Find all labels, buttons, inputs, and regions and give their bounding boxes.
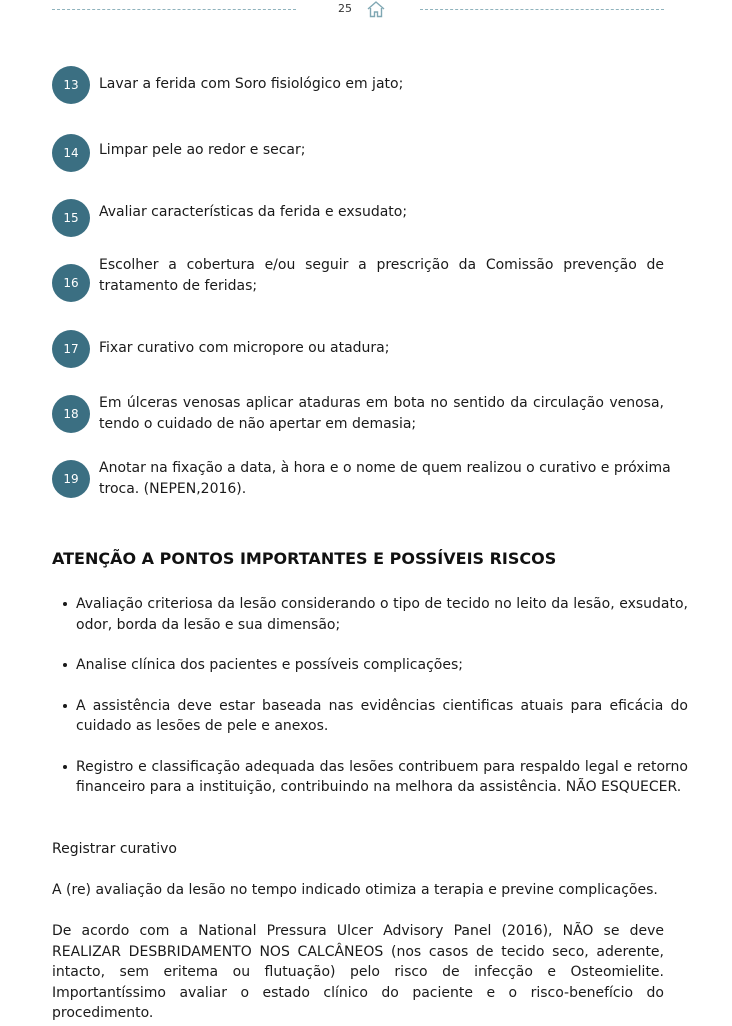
page-number: 25	[338, 2, 352, 15]
bullet-item: Analise clínica dos pacientes e possíveis complicações;	[76, 655, 688, 676]
bullet-item: Registro e classificação adequada das lesões contribuem para respaldo legal e retorno financeiro para a instituição, contribuindo na melhora da assistência. NÃO ESQUECER.	[76, 757, 688, 798]
step-13	[52, 66, 684, 104]
header-rule-left	[52, 9, 296, 10]
home-icon[interactable]	[366, 0, 386, 22]
step-17	[52, 330, 684, 368]
step-number-badge: 13	[52, 66, 90, 104]
step-number-badge: 18	[52, 395, 90, 433]
step-text: Em úlceras venosas aplicar ataduras em bota no sentido da circulação venosa, tendo o cuidado de não apertar em demasia;	[99, 395, 664, 432]
step-19	[52, 458, 684, 508]
step-15	[52, 199, 684, 237]
step-text: Avaliar características da ferida e exsudato;	[99, 204, 408, 220]
bullet-item: Avaliação criteriosa da lesão considerando o tipo de tecido no leito da lesão, exsudato, odor, borda da lesão e sua dimensão;	[76, 594, 688, 635]
step-number-badge: 17	[52, 330, 90, 368]
bullet-item: A assistência deve estar baseada nas evidências cientificas atuais para eficácia do cuidado as lesões de pele e anexos.	[76, 696, 688, 737]
step-text: Fixar curativo com micropore ou atadura;	[99, 340, 390, 356]
step-number-badge: 19	[52, 460, 90, 498]
step-number-badge: 14	[52, 134, 90, 172]
step-text: Anotar na fixação a data, à hora e o nome de quem realizou o curativo e próxima troca. (NEPEN,2016).	[99, 460, 671, 497]
paragraph-npuap: De acordo com a National Pressura Ulcer Advisory Panel (2016), NÃO se deve REALIZAR DESBRIDAMENTO NOS CALCÂNEOS (nos casos de tecido seco, aderente, intacto, sem eritema ou flutuação) pelo risco de infecção e Osteomielite. Importantíssimo avaliar o estado clínico do paciente e o risco-benefício do procedimento.	[52, 923, 664, 1021]
step-text: Escolher a cobertura e/ou seguir a prescrição da Comissão prevenção de tratamento de feridas;	[99, 257, 664, 294]
step-14	[52, 134, 684, 172]
step-text: Lavar a ferida com Soro fisiológico em jato;	[99, 76, 404, 92]
step-text: Limpar pele ao redor e secar;	[99, 142, 306, 158]
step-16	[52, 254, 684, 304]
step-18	[52, 392, 684, 442]
paragraph-reavaliacao: A (re) avaliação da lesão no tempo indicado otimiza a terapia e previne complicações.	[52, 882, 658, 898]
step-number-badge: 15	[52, 199, 90, 237]
page-header	[0, 0, 732, 22]
step-number-badge: 16	[52, 264, 90, 302]
header-rule-right	[420, 9, 664, 10]
risk-bullet-list	[52, 594, 688, 818]
section-heading: ATENÇÃO A PONTOS IMPORTANTES E POSSÍVEIS RISCOS	[52, 549, 557, 568]
paragraph-registrar: Registrar curativo	[52, 841, 177, 857]
